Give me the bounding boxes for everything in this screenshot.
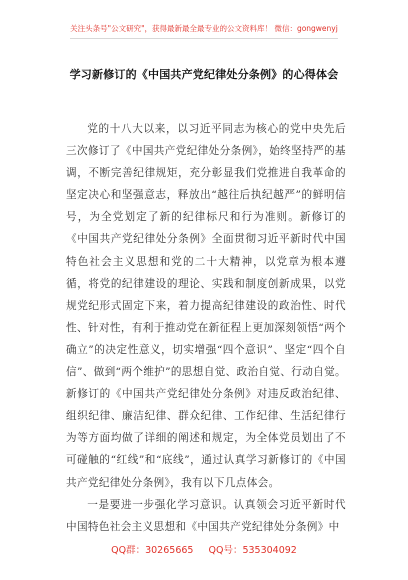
header-banner: 关注头条号"公文研究"，获得最新最全最专业的公文资料库！ 微信：gongwenyj bbox=[70, 24, 338, 33]
qq-group-number: QQ群：30265665 bbox=[111, 545, 194, 556]
header-divider bbox=[70, 38, 338, 39]
document-title: 学习新修订的《中国共产党纪律处分条例》的心得体会 bbox=[69, 68, 339, 81]
document-body bbox=[66, 118, 346, 538]
footer-contact bbox=[0, 542, 408, 556]
body-paragraph: 党的十八大以来，以习近平同志为核心的党中央先后三次修订了《中国共产党纪律处分条例》，始终坚持严的基调，不断完善纪律规矩，充分彰显我们党推进自我革命的坚定决心和坚强意志，释放出“越往后执纪越严”的鲜明信号，为全党划定了新的纪律标尺和行为准则。新修订的《中国共产党纪律处分条例》全面贯彻习近平新时代中国特色社会主义思想和党的二十大精神，以党章为根本遵循，将党的纪律建设的理论、实践和制度创新成果，以党规党纪形式固定下来，着力提高纪律建设的政治性、时代性、针对性，有利于推动党在新征程上更加深刻领悟“两个确立”的决定性意义，切实增强“四个意识”、坚定“四个自信”、做到“两个维护”的思想自觉、政治自觉、行动自觉。新修订的《中国共产党纪律处分条例》对违反政治纪律、组织纪律、廉洁纪律、群众纪律、工作纪律、生活纪律行为等方面均做了详细的阐述和规定，为全体党员划出了不可碰触的“红线”和“底线”，通过认真学习新修订的《中国共产党纪律处分条例》，我有以下几点体会。 bbox=[66, 123, 346, 489]
qq-number: QQ号：535304092 bbox=[208, 545, 297, 556]
body-paragraph: 一是要进一步强化学习意识。认真领会习近平新时代中国特色社会主义思想和《中国共产党纪律处分条例》中 bbox=[66, 498, 346, 533]
